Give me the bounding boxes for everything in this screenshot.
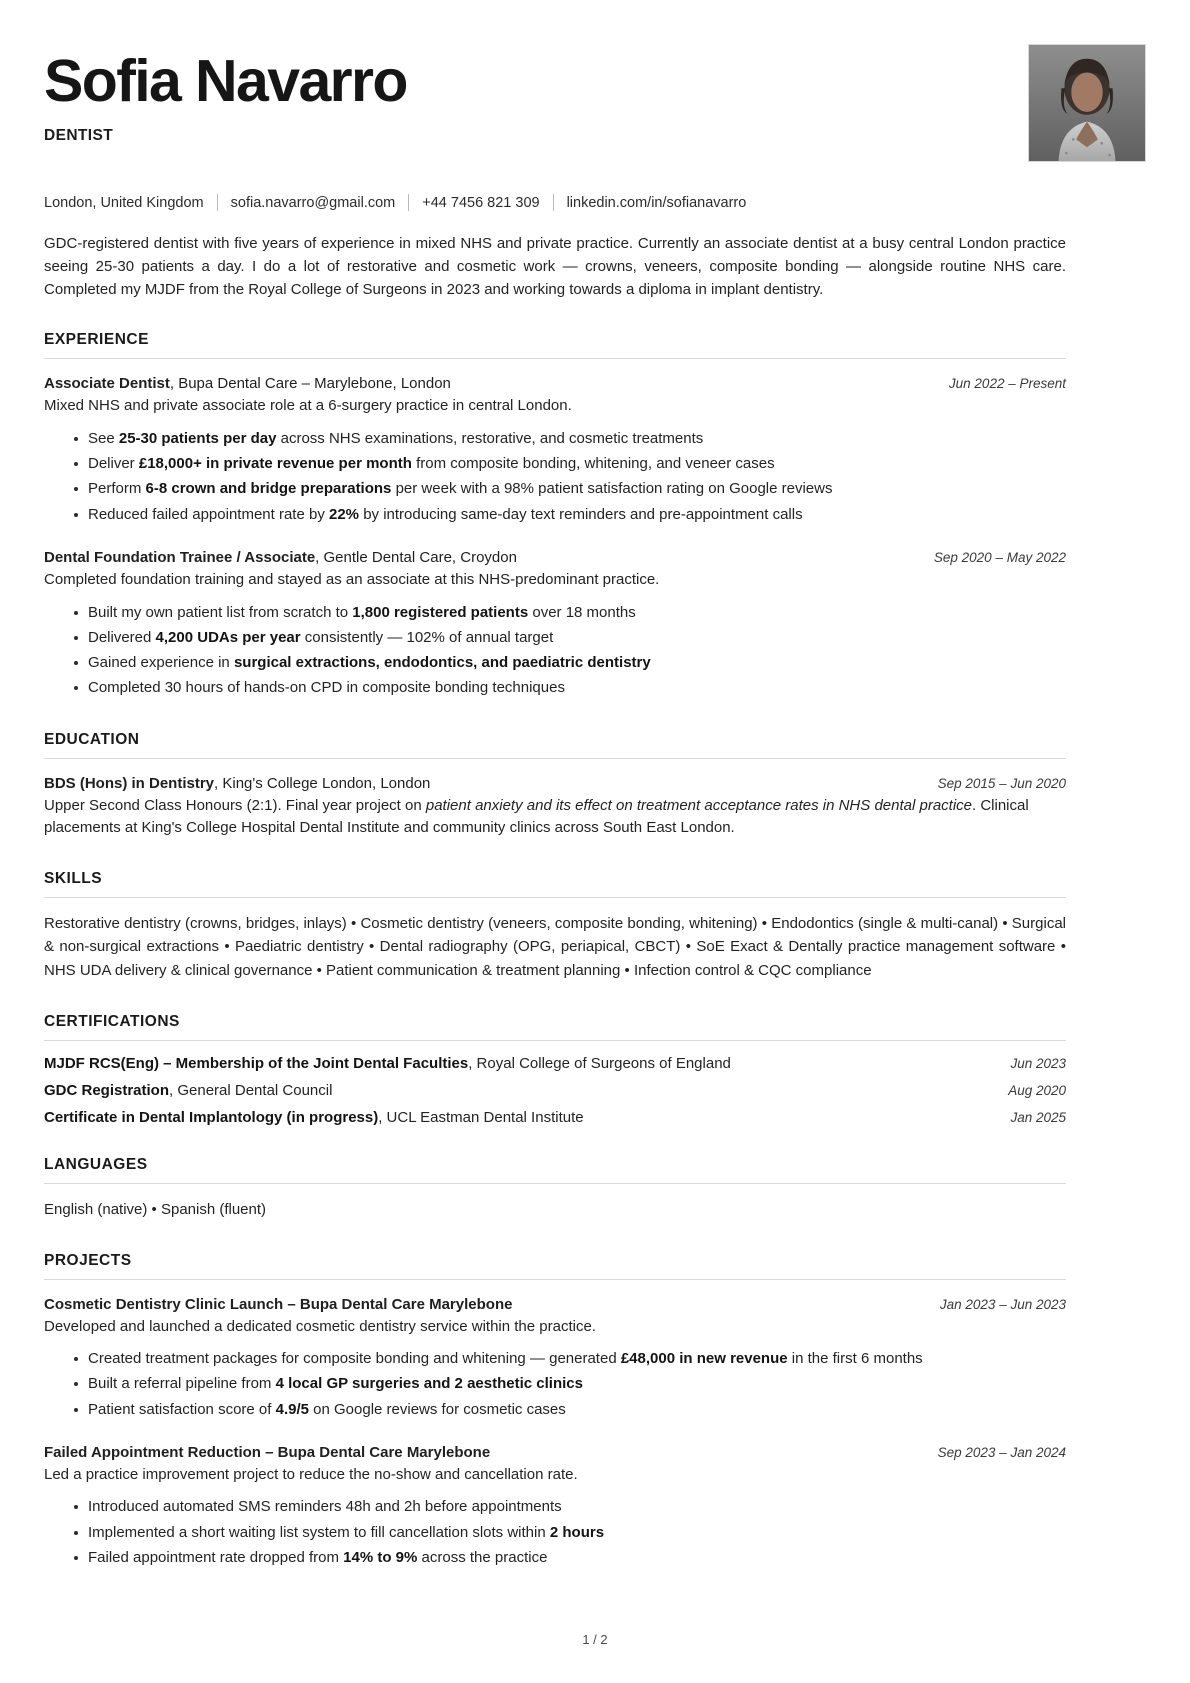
- project-name: Cosmetic Dentistry Clinic Launch – Bupa Dental Care Marylebone: [44, 1295, 513, 1313]
- bullet-pre: Gained experience in: [88, 654, 234, 672]
- project-title: patient anxiety and its effect on treatment acceptance rates in NHS dental practice: [425, 796, 972, 814]
- entry-title: [44, 773, 430, 794]
- bullet-pre: Delivered: [88, 628, 156, 646]
- entry-summary: Developed and launched a dedicated cosmetic dentistry service within the practice.: [44, 1317, 596, 1335]
- entry-date: Sep 2023 – Jan 2024: [937, 1444, 1066, 1460]
- entry-role: Associate Dentist: [44, 375, 170, 393]
- bullet-post: across NHS examinations, restorative, and cosmetic treatments: [276, 429, 704, 447]
- certification-name: Certificate in Dental Implantology (in progress): [44, 1108, 379, 1126]
- page-title: Sofia Navarro: [44, 48, 407, 114]
- bullet-pre: Introduced automated SMS reminders 48h and 2h before appointments: [88, 1498, 562, 1516]
- entry-bullet-list: [44, 1347, 1146, 1422]
- entry-date: Jun 2022 – Present: [948, 376, 1066, 392]
- certification-name: GDC Registration: [44, 1081, 170, 1099]
- entry-title: [44, 1294, 512, 1315]
- certification-name: MJDF RCS(Eng) – Membership of the Joint Dental Faculties: [44, 1054, 469, 1072]
- list-item: [74, 651, 1146, 675]
- bullet-highlight: 4,200 UDAs per year: [155, 628, 301, 646]
- section-divider: [44, 1040, 1066, 1041]
- bullet-post: across the practice: [417, 1549, 548, 1566]
- section-certifications: [44, 1013, 1146, 1126]
- bullet-post: on Google reviews for cosmetic cases: [308, 1400, 566, 1418]
- certification-name-wrap: [44, 1082, 332, 1099]
- entry-date: Jan 2023 – Jun 2023: [939, 1296, 1066, 1312]
- experience-entry: [44, 547, 1146, 701]
- contact-linkedin[interactable]: linkedin.com/in/sofianavarro: [566, 194, 747, 211]
- bullet-post: from composite bonding, whitening, and veneer cases: [411, 455, 775, 473]
- bullet-highlight: 4 local GP surgeries and 2 aesthetic clinics: [275, 1375, 583, 1393]
- portrait-photo-icon: [1029, 45, 1145, 161]
- bullet-pre: Created treatment packages for composite bonding and whitening — generated: [88, 1350, 621, 1368]
- detail-post: . Clinical placements at King's College Hospital Dental Institute and community clinics across South East London.: [44, 796, 1029, 837]
- certification-date: Aug 2020: [1008, 1082, 1066, 1098]
- contact-divider: [408, 194, 409, 211]
- section-divider: [44, 1279, 1066, 1280]
- list-item: [74, 1521, 1146, 1545]
- list-item: [74, 1372, 1146, 1396]
- entry-bullet-list: [44, 601, 1146, 701]
- list-item: [74, 452, 1146, 476]
- section-divider: [44, 897, 1066, 898]
- bullet-highlight: 14% to 9%: [343, 1549, 418, 1566]
- education-detail: [44, 795, 1066, 840]
- bullet-pre: Perform: [88, 480, 146, 498]
- header-text-block: [44, 44, 1008, 145]
- bullet-highlight: 25-30 patients per day: [118, 429, 277, 447]
- certification-name-wrap: [44, 1109, 584, 1126]
- list-item: [74, 1398, 1146, 1422]
- list-item: [74, 1546, 1146, 1570]
- entry-header: [44, 1442, 1066, 1463]
- certification-issuer: , UCL Eastman Dental Institute: [378, 1108, 584, 1126]
- project-entry: [44, 1294, 1146, 1422]
- entry-bullet-list: [44, 427, 1146, 527]
- bullet-post: by introducing same-day text reminders and pre-appointment calls: [359, 505, 803, 523]
- school-name: , King's College London, London: [214, 774, 431, 792]
- section-divider: [44, 758, 1066, 759]
- resume-header: [44, 44, 1146, 162]
- entry-date: Sep 2015 – Jun 2020: [937, 775, 1066, 791]
- entry-title: [44, 1442, 490, 1463]
- certification-date: Jun 2023: [1010, 1055, 1066, 1071]
- page-footer: [0, 1632, 1190, 1647]
- experience-entry: [44, 373, 1146, 527]
- certification-issuer: , Royal College of Surgeons of England: [468, 1054, 731, 1072]
- list-item: [74, 503, 1146, 527]
- entry-org: , Bupa Dental Care – Marylebone, London: [169, 375, 451, 393]
- section-heading-projects: PROJECTS: [44, 1251, 132, 1269]
- contact-email[interactable]: sofia.navarro@gmail.com: [230, 194, 396, 211]
- contact-divider: [553, 194, 554, 211]
- bullet-pre: Failed appointment rate dropped from: [88, 1549, 344, 1566]
- detail-pre: Upper Second Class Honours (2:1). Final year project on: [44, 796, 426, 814]
- list-item: [74, 1495, 1146, 1519]
- certification-row: [44, 1109, 1066, 1126]
- bullet-highlight: £48,000 in new revenue: [620, 1350, 788, 1368]
- bullet-pre: Reduced failed appointment rate by: [88, 505, 329, 523]
- list-item: [74, 601, 1146, 625]
- section-divider: [44, 358, 1066, 359]
- certification-name-wrap: [44, 1055, 731, 1072]
- list-item: [74, 676, 1146, 700]
- languages-list: English (native) • Spanish (fluent): [44, 1200, 267, 1218]
- section-heading-education: EDUCATION: [44, 730, 140, 748]
- bullet-highlight: 2 hours: [549, 1523, 605, 1541]
- section-education: [44, 731, 1146, 840]
- certification-row: [44, 1082, 1066, 1099]
- bullet-post: in the first 6 months: [787, 1350, 923, 1368]
- contact-bar: [44, 194, 1146, 211]
- avatar: [1028, 44, 1146, 162]
- section-languages: [44, 1156, 1146, 1222]
- entry-role: Dental Foundation Trainee / Associate: [44, 549, 316, 567]
- bullet-highlight: 6-8 crown and bridge preparations: [145, 480, 392, 498]
- bullet-post: consistently — 102% of annual target: [300, 628, 554, 646]
- entry-header: [44, 773, 1066, 794]
- project-name: Failed Appointment Reduction – Bupa Dental Care Marylebone: [44, 1443, 491, 1461]
- section-heading-languages: LANGUAGES: [44, 1155, 148, 1173]
- professional-summary: GDC-registered dentist with five years of experience in mixed NHS and private practice. Currently an associate dentist at a busy central London practice seeing 25-30 patients a day. I do a lot of restorative and cosmetic work — crowns, veneers, composite bonding — alongside routine NHS care. Completed my MJDF from the Royal College of Surgeons in 2023 and working towards a diploma in implant dentistry.: [44, 235, 1066, 298]
- list-item: [74, 427, 1146, 451]
- page-indicator: 1 / 2: [582, 1632, 608, 1647]
- bullet-pre: Deliver: [88, 455, 139, 473]
- section-skills: [44, 870, 1146, 983]
- entry-header: [44, 547, 1066, 568]
- bullet-post: per week with a 98% patient satisfaction rating on Google reviews: [391, 480, 833, 498]
- project-entry: [44, 1442, 1146, 1570]
- entry-header: [44, 1294, 1066, 1315]
- list-item: [74, 477, 1146, 501]
- certification-date: Jan 2025: [1010, 1109, 1066, 1125]
- certification-issuer: , General Dental Council: [169, 1081, 333, 1099]
- section-heading-certifications: CERTIFICATIONS: [44, 1012, 180, 1030]
- entry-summary: Mixed NHS and private associate role at a 6-surgery practice in central London.: [44, 397, 572, 415]
- degree-name: BDS (Hons) in Dentistry: [44, 774, 215, 792]
- bullet-highlight: 22%: [329, 505, 360, 523]
- bullet-highlight: £18,000+ in private revenue per month: [138, 455, 412, 473]
- bullet-pre: Built a referral pipeline from: [88, 1375, 276, 1393]
- bullet-pre: Built my own patient list from scratch to: [88, 603, 353, 621]
- bullet-pre: Completed 30 hours of hands-on CPD in composite bonding techniques: [88, 679, 565, 697]
- section-heading-experience: EXPERIENCE: [44, 331, 149, 349]
- bullet-pre: Implemented a short waiting list system to fill cancellation slots within: [88, 1523, 550, 1541]
- entry-summary: Completed foundation training and stayed as an associate at this NHS-predominant practice.: [44, 571, 660, 589]
- contact-divider: [217, 194, 218, 211]
- education-entry: [44, 773, 1146, 840]
- list-item: [74, 1347, 1146, 1371]
- contact-location: London, United Kingdom: [44, 194, 204, 211]
- bullet-pre: See: [88, 429, 119, 447]
- entry-summary: Led a practice improvement project to reduce the no-show and cancellation rate.: [44, 1465, 578, 1483]
- contact-phone[interactable]: +44 7456 821 309: [422, 194, 540, 211]
- entry-bullet-list: [44, 1495, 1146, 1570]
- section-heading-skills: SKILLS: [44, 869, 103, 887]
- section-projects: [44, 1252, 1146, 1571]
- entry-title: [44, 373, 451, 394]
- skills-list: Restorative dentistry (crowns, bridges, inlays) • Cosmetic dentistry (veneers, composite bonding, whitening) • Endodontics (single & multi-canal) • Surgical & non-surgical extractions • Paediatric dentistry • Dental radiography (OPG, periapical, CBCT) • SoE Exact & Dentally practice management software • NHS UDA delivery & clinical governance • Patient communication & treatment planning • Infection control & CQC compliance: [44, 914, 1066, 980]
- entry-header: [44, 373, 1066, 394]
- bullet-highlight: surgical extractions, endodontics, and paediatric dentistry: [233, 654, 651, 672]
- certification-row: [44, 1055, 1066, 1072]
- entry-org: , Gentle Dental Care, Croydon: [315, 549, 517, 567]
- bullet-highlight: 1,800 registered patients: [352, 603, 529, 621]
- entry-title: [44, 547, 517, 568]
- bullet-post: over 18 months: [528, 603, 636, 621]
- job-title: DENTIST: [44, 127, 114, 144]
- list-item: [74, 626, 1146, 650]
- entry-date: Sep 2020 – May 2022: [933, 550, 1066, 566]
- bullet-highlight: 4.9/5: [275, 1400, 309, 1418]
- bullet-pre: Patient satisfaction score of: [88, 1400, 276, 1418]
- section-divider: [44, 1183, 1066, 1184]
- section-experience: [44, 331, 1146, 700]
